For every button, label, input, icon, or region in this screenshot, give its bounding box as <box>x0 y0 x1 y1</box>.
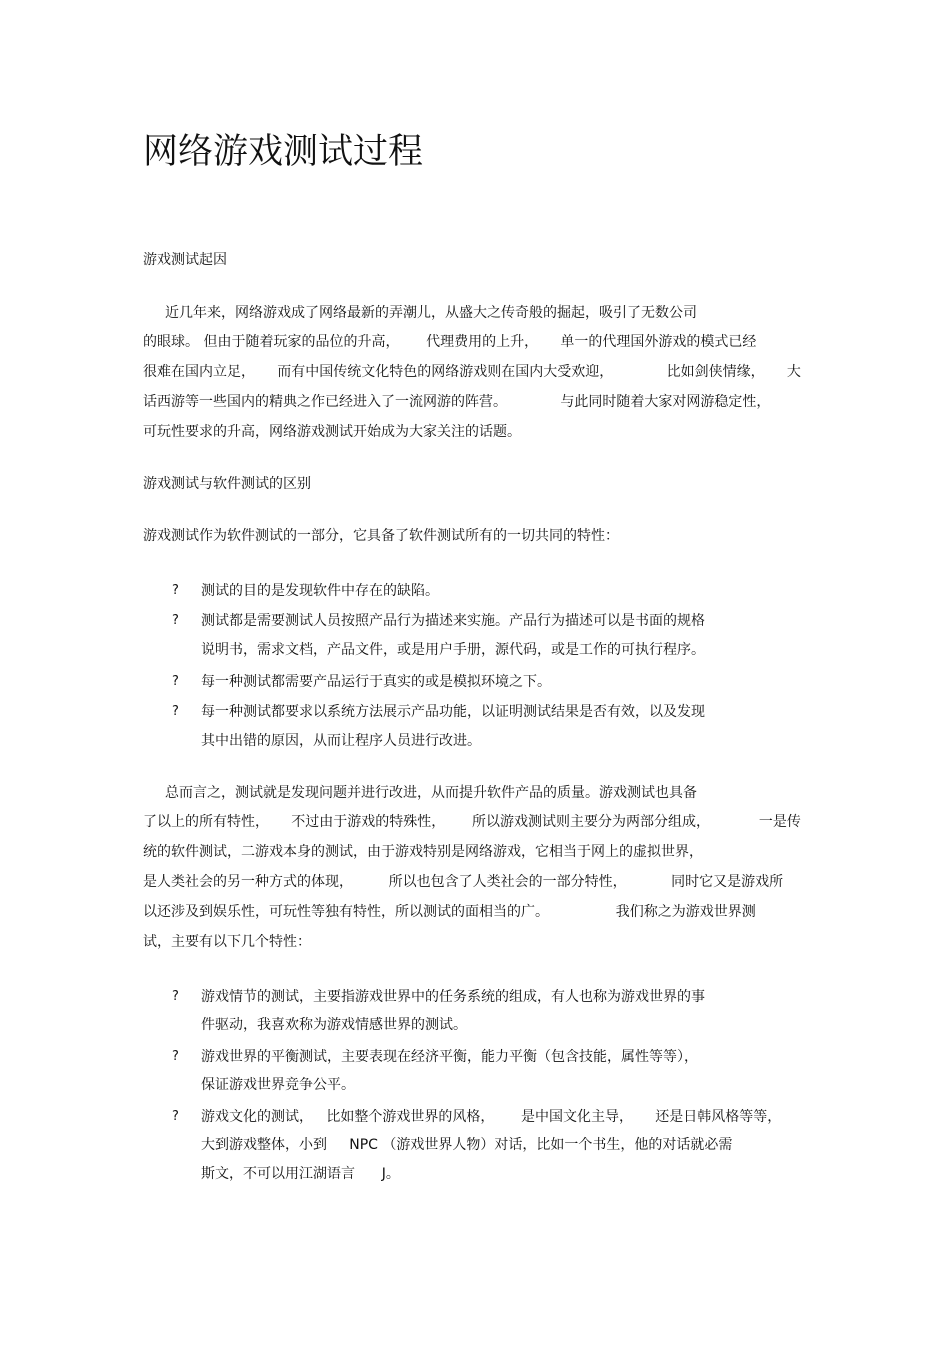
paragraph-line: 近几年来，网络游戏成了网络最新的弄潮儿，从盛大之传奇般的掘起，吸引了无数公司 <box>165 305 697 321</box>
paragraph-line: 话西游等一些国内的精典之作已经进入了一流网游的阵营。 与此同时随着大家对网游稳定性， <box>143 394 771 410</box>
paragraph-line: 试，主要有以下几个特性： <box>143 934 311 950</box>
bullet-marker: ? <box>172 674 179 689</box>
bullet-marker: ? <box>172 613 179 628</box>
list-item-continuation: 斯文，不可以用江湖语言 J。 <box>201 1166 400 1182</box>
list-item: 游戏情节的测试，主要指游戏世界中的任务系统的组成，有人也称为游戏世界的事 <box>201 989 705 1005</box>
list-item: 游戏世界的平衡测试，主要表现在经济平衡，能力平衡（包含技能，属性等等）， <box>201 1049 698 1065</box>
bullet-marker: ? <box>172 704 179 719</box>
bullet-marker: ? <box>172 989 179 1004</box>
bullet-marker: ? <box>172 1049 179 1064</box>
document-title: 网络游戏测试过程 <box>143 132 424 172</box>
paragraph-line: 游戏测试作为软件测试的一部分，它具备了软件测试所有的一切共同的特性： <box>143 528 619 544</box>
list-item-continuation: 说明书，需求文档，产品文件，或是用户手册，源代码，或是工作的可执行程序。 <box>201 642 705 658</box>
list-item-continuation: 其中出错的原因，从而让程序人员进行改进。 <box>201 733 481 749</box>
list-item: 每一种测试都需要产品运行于真实的或是模拟环境之下。 <box>201 674 551 690</box>
paragraph-line: 很难在国内立足， 而有中国传统文化特色的网络游戏则在国内大受欢迎， 比如剑侠情缘， 大 <box>143 364 801 380</box>
list-item-continuation: 件驱动，我喜欢称为游戏情感世界的测试。 <box>201 1017 467 1033</box>
paragraph-line: 以还涉及到娱乐性，可玩性等独有特性，所以测试的面相当的广。 我们称之为游戏世界测 <box>143 904 756 920</box>
section-heading-difference: 游戏测试与软件测试的区别 <box>143 476 311 492</box>
list-item-continuation: 大到游戏整体，小到 NPC （游戏世界人物）对话，比如一个书生，他的对话就必需 <box>201 1137 733 1153</box>
bullet-marker: ? <box>172 583 179 598</box>
paragraph-line: 可玩性要求的升高，网络游戏测试开始成为大家关注的话题。 <box>143 424 521 440</box>
section-heading-origin: 游戏测试起因 <box>143 252 227 268</box>
paragraph-line: 了以上的所有特性， 不过由于游戏的特殊性， 所以游戏测试则主要分为两部分组成， 一是传 <box>143 814 801 830</box>
paragraph-line: 统的软件测试，二游戏本身的测试，由于游戏特别是网络游戏，它相当于网上的虚拟世界， <box>143 844 703 860</box>
bullet-marker: ? <box>172 1109 179 1124</box>
paragraph-line: 是人类社会的另一种方式的体现， 所以也包含了人类社会的一部分特性， 同时它又是游戏所 <box>143 874 784 890</box>
list-item: 每一种测试都要求以系统方法展示产品功能，以证明测试结果是否有效，以及发现 <box>201 704 705 720</box>
list-item-continuation: 保证游戏世界竞争公平。 <box>201 1077 355 1093</box>
list-item: 测试的目的是发现软件中存在的缺陷。 <box>201 583 439 599</box>
paragraph-line: 的眼球。 但由于随着玩家的品位的升高， 代理费用的上升， 单一的代理国外游戏的模式已经 <box>143 334 757 350</box>
list-item: 测试都是需要测试人员按照产品行为描述来实施。产品行为描述可以是书面的规格 <box>201 613 705 629</box>
list-item: 游戏文化的测试， 比如整个游戏世界的风格， 是中国文化主导， 还是日韩风格等等， <box>201 1109 782 1125</box>
paragraph-line: 总而言之，测试就是发现问题并进行改进，从而提升软件产品的质量。游戏测试也具备 <box>165 785 697 801</box>
